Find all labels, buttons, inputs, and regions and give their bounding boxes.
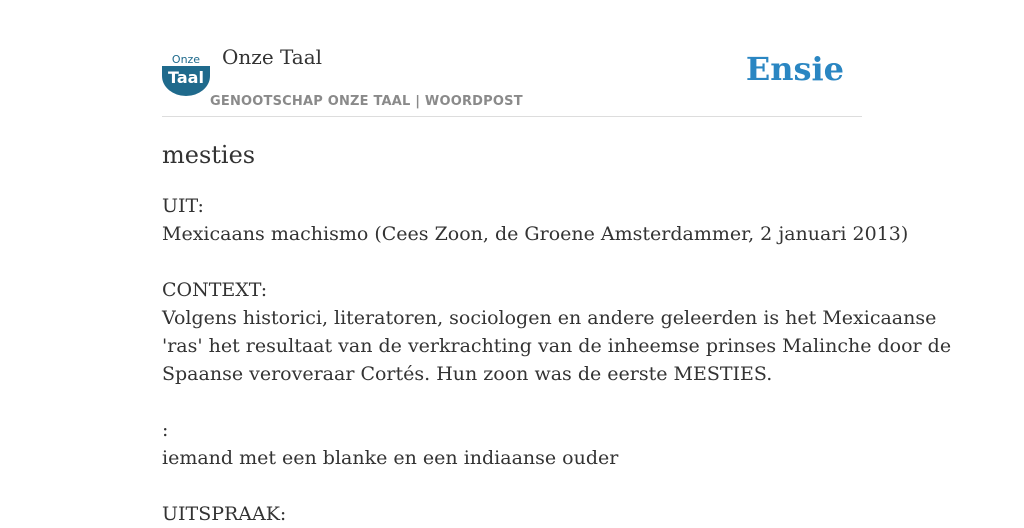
uitspraak-label: UITSPRAAK: — [162, 503, 287, 525]
uit-label: UIT: — [162, 195, 204, 217]
context-label: CONTEXT: — [162, 279, 268, 301]
onze-taal-logo[interactable] — [162, 52, 210, 96]
blank-line — [162, 248, 862, 276]
context-line-2: 'ras' het resultaat van de verkrachting van de inheemse prinses Malinche door de — [162, 335, 952, 357]
entry-content — [162, 138, 952, 528]
source-text: Mexicaans machismo (Cees Zoon, de Groene Amsterdammer, 2 januari 2013) — [162, 223, 909, 245]
logo-top-text: Onze — [171, 53, 201, 66]
context-line-1: Volgens historici, literatoren, sociologen en andere geleerden is het Mexicaanse — [162, 307, 937, 329]
ensie-brand-logo[interactable]: Ensie — [745, 50, 844, 88]
site-subtitle: GENOOTSCHAP ONZE TAAL | WOORDPOST — [210, 94, 523, 109]
definition-text: iemand met een blanke en een indiaanse ouder — [162, 447, 619, 469]
entry-body — [162, 192, 952, 528]
definition-label: : — [162, 419, 169, 441]
entry-title: mesties — [162, 141, 256, 169]
blank-line — [162, 472, 862, 500]
site-name[interactable]: Onze Taal — [222, 45, 323, 69]
site-header — [162, 40, 862, 117]
blank-line — [162, 388, 862, 416]
logo-bottom-text: Taal — [168, 68, 204, 87]
context-line-3: Spaanse veroveraar Cortés. Hun zoon was de eerste MESTIES. — [162, 363, 773, 385]
